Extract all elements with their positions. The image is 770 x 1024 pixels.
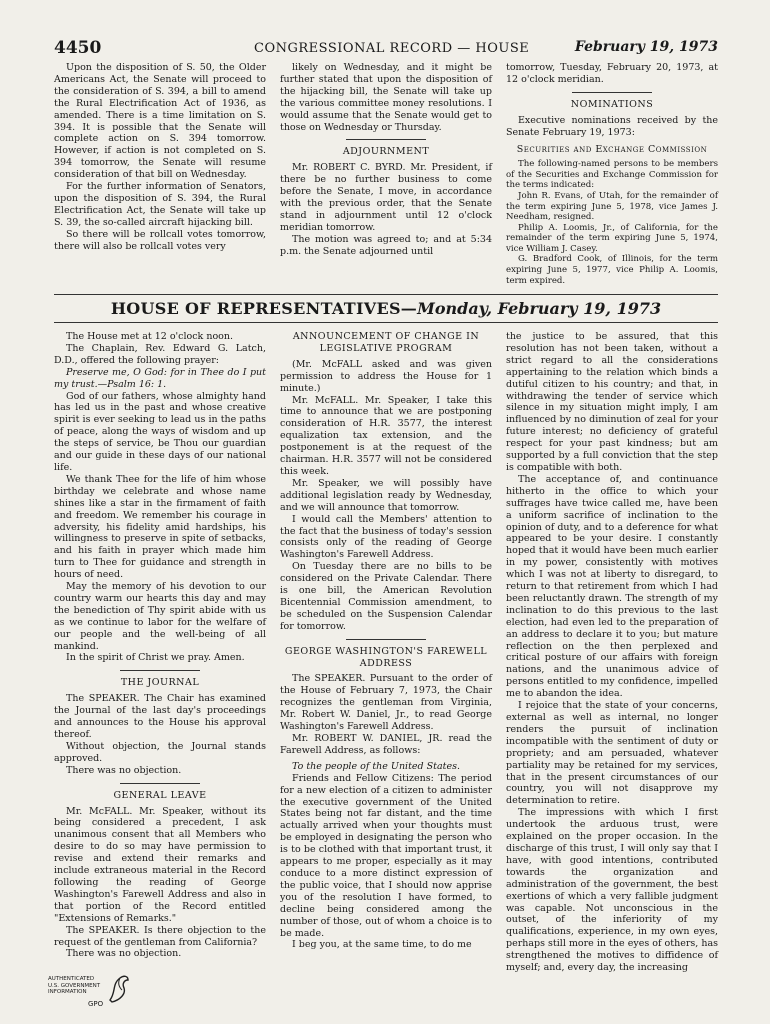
paragraph: The impressions with which I first undertook the arduous trust, were explained on the proper occasion. In the discharge of this trust, I will only say that I have, with good intentions, contributed towards the organization and administration of the government, the best exertions of which a very fallible judgment was capable. Not unconscious in the outset, of the inferiority of my qualifications, experience, in my own eyes, perhaps still more in the eyes of others, has strengthened the motives to diffidence of myself; and, every day, the increasing — [506, 807, 718, 974]
house-section — [54, 331, 718, 974]
paragraph: Mr. ROBERT W. DANIEL, JR. read the Farewell Address, as follows: — [280, 733, 492, 756]
page-header — [54, 38, 718, 62]
paragraph: There was no objection. — [66, 764, 182, 776]
paragraph: Executive nominations received by the Senate February 19, 1973: — [506, 114, 718, 138]
section-heading-adjournment: ADJOURNMENT — [342, 146, 430, 158]
paragraph: The Chaplain, Rev. Edward G. Latch, D.D., offered the following prayer: — [54, 342, 266, 366]
paragraph: G. Bradford Cook, of Illinois, for the term expiring June 5, 1977, vice Philip A. Loomis, term expired. — [506, 254, 718, 286]
house-column-1 — [54, 331, 266, 960]
eagle-icon — [106, 972, 132, 1006]
paragraph: Mr. McFALL. Mr. Speaker, I take this time to announce that we are postponing consideration of H.R. 3577, the interest equalization tax extension, and the postponement is at the request of the chairman. H.R. 3577 will not be considered this week. — [280, 394, 492, 477]
paragraph: The House met at 12 o'clock noon. — [66, 331, 234, 342]
paragraph: I would call the Members' attention to the fact that the business of today's session consists only of the reading of George Washington's Farewell Address. — [280, 513, 492, 561]
paragraph: So there will be rollcall votes tomorrow, there will also be rollcall votes very — [54, 228, 266, 252]
divider — [120, 670, 200, 671]
paragraph: The acceptance of, and continuance hitherto in the office to which your suffrages have twice called me, have been a uniform sacrifice of inclination to the opinion of duty, and to a deference for what appeared to be your desire. I constantly hoped that it would have been much earlier in my power, consistently with motives which I was not at liberty to disregard, to return to that retirement from which I had been reluctantly drawn. The strength of my inclination to do this previous to the last election, had even led to the preparation of an address to declare it to you; but mature reflection on the then perplexed and critical posture of our affairs with foreign nations, and the unanimous advice of persons entitled to my confidence, impelled me to abandon the idea. — [506, 473, 718, 700]
paragraph: The SPEAKER. Is there objection to the request of the gentleman from California? — [54, 924, 266, 948]
house-column-2 — [280, 331, 492, 951]
paragraph: tomorrow, Tuesday, February 20, 1973, at 12 o'clock meridian. — [506, 62, 718, 85]
section-heading-farewell-address: GEORGE WASHINGTON'S FAREWELL ADDRESS — [284, 645, 488, 669]
senate-column-3 — [506, 62, 718, 286]
paragraph: For the further information of Senators, upon the disposition of S. 394, the Rural Electrification Act, the Senate will take up S. 39, the so-called aircraft hijacking bill. — [54, 181, 266, 228]
paragraph: I beg you, at the same time, to do me — [292, 939, 472, 951]
paragraph: We thank Thee for the life of him whose birthday we celebrate and whose name shines like a star in the firmament of faith and freedom. We remember his courage in adversity, his fidelity amid hardships, his willingness to preserve in spite of setbacks, and his faith in prayer which made him turn to Thee for guidance and strength in hours of need. — [54, 473, 266, 581]
banner-house: HOUSE OF REPRESENTATIVES— — [110, 299, 418, 318]
page-number: 4450 — [54, 38, 102, 58]
logo-text: AUTHENTICATED U.S. GOVERNMENT INFORMATION — [48, 976, 101, 995]
paragraph: Upon the disposition of S. 50, the Older Americans Act, the Senate will proceed to the consideration of S. 394, a bill to amend the Rural Electrification Act of 1936, as amended. There is a time limitation on S. 394. It is possible that the Senate will complete action on S. 394 tomorrow. However, if action is not completed on S. 394 tomorrow, the Senate will resume consideration of that bill on Wednesday. — [54, 62, 266, 181]
scripture-verse: Preserve me, O God: for in Thee do I put my trust.—Psalm 16: 1. — [54, 366, 266, 390]
paragraph: likely on Wednesday, and it might be further stated that upon the disposition of the hijacking bill, the Senate will take up the various committee money resolutions. I would assume that the Senate would get to those on Wednesday or Thursday. — [280, 62, 492, 133]
senate-column-2 — [280, 62, 492, 282]
section-heading-general-leave: GENERAL LEAVE — [113, 789, 207, 801]
section-heading-journal: THE JOURNAL — [120, 677, 200, 689]
paragraph: Mr. ROBERT C. BYRD. Mr. President, if there be no further business to come before the Senate, I move, in accordance with the previous order, that the Senate stand in adjournment until 12 o'clock meridian tomorrow. — [280, 162, 492, 233]
paragraph: Philip A. Loomis, Jr., of California, for the remainder of the term expiring June 5, 1974, vice William J. Casey. — [506, 222, 718, 254]
paragraph: the justice to be assured, that this resolution has not been taken, without a strict regard to all the considerations appertaining to the relation which binds a dutiful citizen to his country; and that, in withdrawing the tender of service which silence in my situation might imply, I am influenced by no diminution of zeal for your future interest; no deficiency of grateful respect for your past kindness; but am supported by a full conviction that the step is compatible with both. — [506, 331, 718, 473]
header-date: February 19, 1973 — [574, 39, 718, 55]
paragraph: On Tuesday there are no bills to be considered on the Private Calendar. There is one bill, the American Revolution Bicentennial Commission amendment, to be scheduled on the Suspension Calendar for tomorrow. — [280, 561, 492, 632]
running-title: CONGRESSIONAL RECORD — HOUSE — [254, 41, 530, 56]
paragraph: The SPEAKER. The Chair has examined the Journal of the last day's proceedings and announces to the House his approval thereof. — [54, 693, 266, 740]
divider — [120, 783, 200, 784]
gpo-authentication-logo — [48, 970, 138, 1014]
banner-date: Monday, February 19, 1973 — [417, 299, 662, 318]
house-banner — [54, 294, 718, 323]
paragraph: Mr. McFALL. Mr. Speaker, without its being considered a precedent, I ask unanimous consent that all Members who desire to do so may have permission to revise and extend their remarks and include extraneous material in the Record following the reading of George Washington's Farewell Address and also in that portion of the Record entitled "Extensions of Remarks." — [54, 805, 266, 924]
senate-section — [54, 62, 718, 286]
paragraph: In the spirit of Christ we pray. Amen. — [66, 652, 245, 664]
senate-column-1 — [54, 62, 266, 282]
section-heading-announcement: ANNOUNCEMENT OF CHANGE IN LEGISLATIVE PROGRAM — [292, 331, 480, 354]
paragraph: Mr. Speaker, we will possibly have additional legislation ready by Wednesday, and we will announce that tomorrow. — [280, 477, 492, 513]
salutation: To the people of the United States. — [292, 760, 460, 772]
paragraph: God of our fathers, whose almighty hand has led us in the past and whose creative spirit is ever seeking to lead us in the paths of peace, along the ways of wisdom and up the steps of service, be Thou our guardian and our guide in these days of our national life. — [54, 390, 266, 473]
paragraph: The motion was agreed to; and at 5:34 p.m. the Senate adjourned until — [280, 233, 492, 257]
paragraph: Without objection, the Journal stands approved. — [54, 740, 266, 764]
paragraph: I rejoice that the state of your concerns, external as well as internal, no longer renders the pursuit of inclination incompatible with the sentiment of duty or propriety; and am persuaded, whatever partiality may be retained for my services, that in the present circumstances of our country, you will not disapprove my determination to retire. — [506, 700, 718, 807]
paragraph: May the memory of his devotion to our country warm our hearts this day and may the benediction of Thy spirit abide with us as we continue to labor for the welfare of our people and the well-being of all mankind. — [54, 581, 266, 652]
divider — [572, 92, 652, 93]
house-column-3 — [506, 331, 718, 974]
divider — [346, 639, 426, 640]
paragraph: John R. Evans, of Utah, for the remainder of the term expiring June 5, 1978, vice James J. Needham, resigned. — [506, 190, 718, 223]
paragraph: The SPEAKER. Pursuant to the order of the House of February 7, 1973, the Chair recognizes the gentleman from Virginia, Mr. Robert W. Daniel, Jr., to read George Washington's Farewell Address. — [280, 673, 492, 733]
paragraph: There was no objection. — [66, 948, 182, 960]
paragraph: The following-named persons to be members of the Securities and Exchange Commission for the terms indicated: — [506, 159, 718, 191]
paragraph: (Mr. McFALL asked and was given permission to address the House for 1 minute.) — [280, 358, 492, 394]
section-heading-nominations: NOMINATIONS — [570, 98, 654, 110]
gpo-mark: GPO — [88, 1000, 104, 1008]
subheading-sec: Securities and Exchange Commission — [516, 143, 708, 155]
divider — [346, 139, 426, 140]
paragraph: Friends and Fellow Citizens: The period for a new election of a citizen to administer the executive government of the United States being not far distant, and the time actually arrived when your thoughts must be employed in designating the person who is to be clothed with that important trust, it appears to me proper, especially as it may conduce to a more distinct expression of the public voice, that I should now apprise you of the resolution I have formed, to decline being considered among the number of those, out of whom a choice is to be made. — [280, 772, 492, 939]
